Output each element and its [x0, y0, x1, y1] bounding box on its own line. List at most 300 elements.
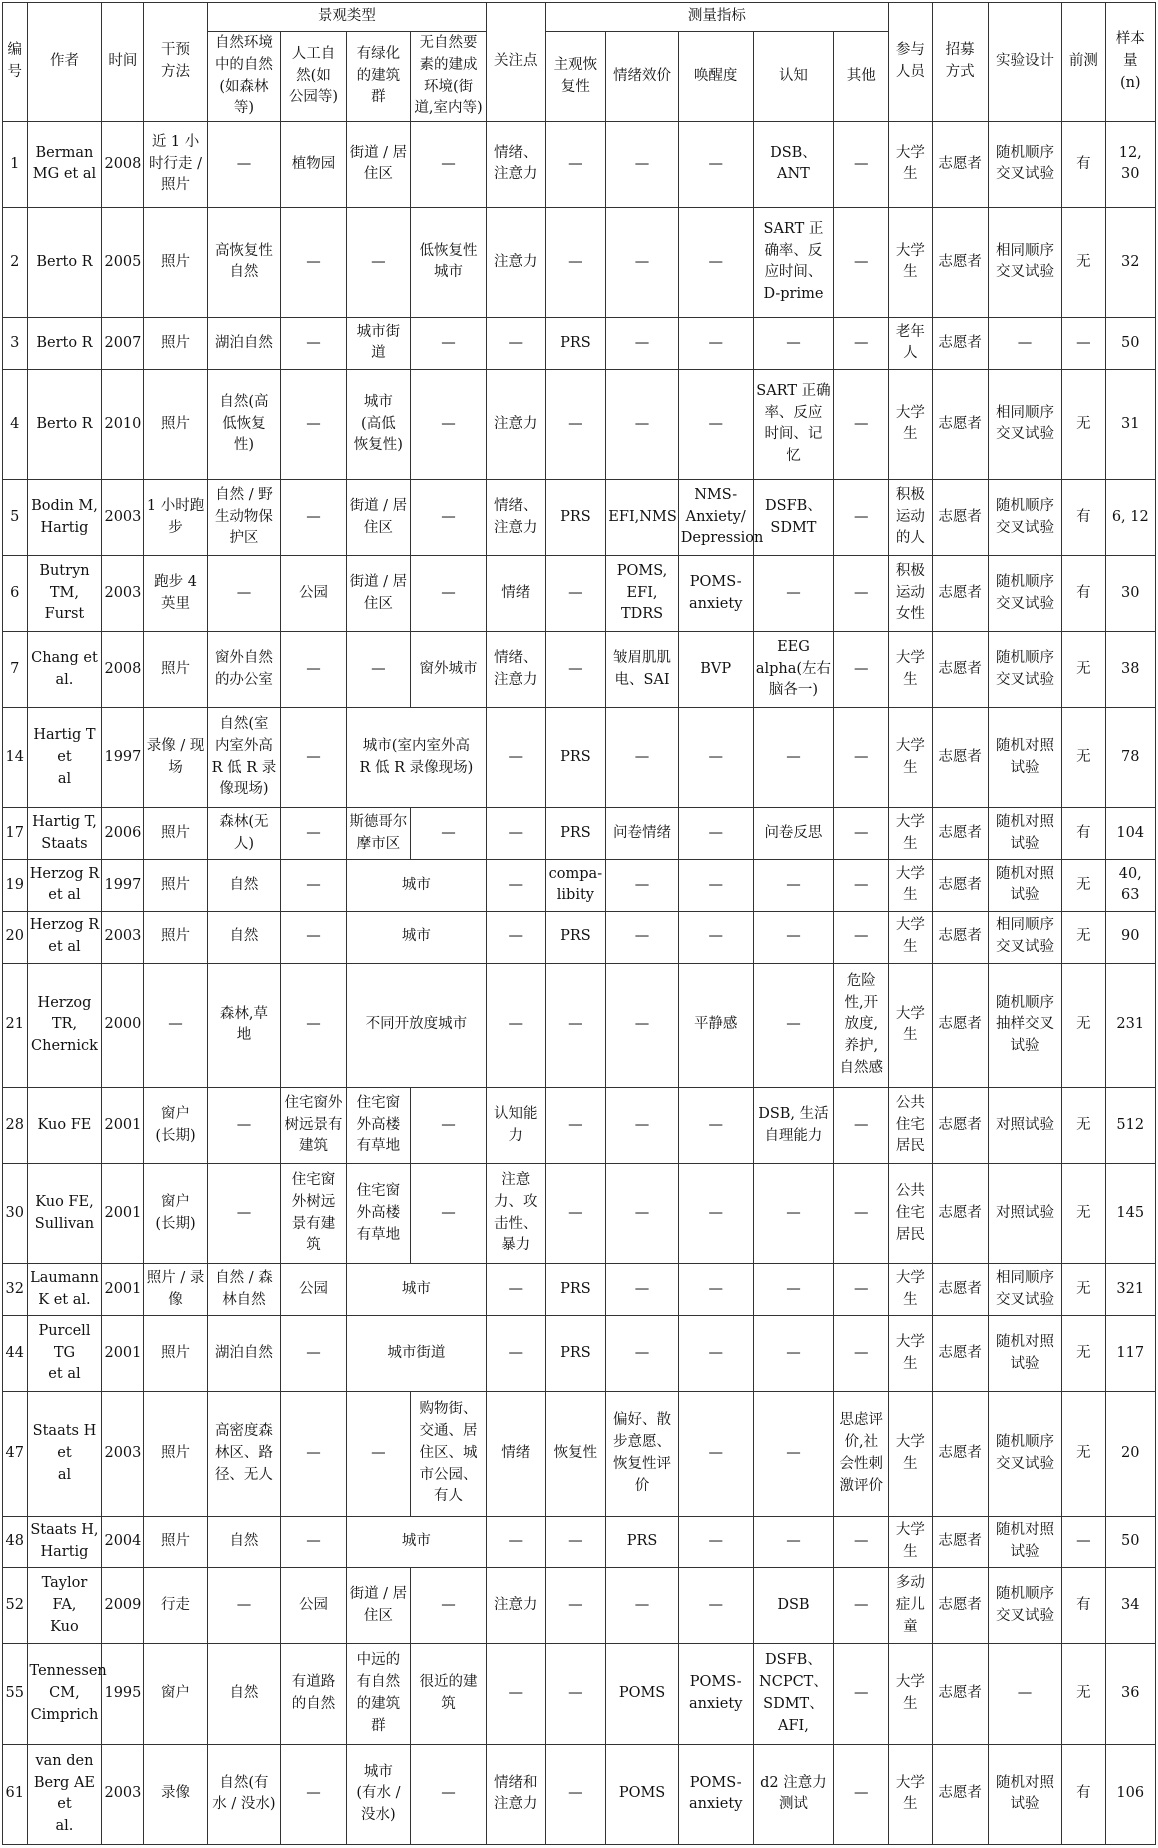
- cell-design: 相同顺序 交叉试验: [988, 207, 1062, 317]
- cell-year: 2001: [102, 1088, 144, 1164]
- cell-subj: 大学 生: [889, 1264, 932, 1316]
- cell-cog: —: [753, 860, 834, 912]
- cell-arousal: POMS- anxiety: [678, 556, 753, 632]
- cell-method: 照片: [144, 860, 207, 912]
- cell-id: 61: [3, 1744, 28, 1844]
- cell-recruit: 志愿者: [932, 860, 988, 912]
- cell-cog: —: [753, 1392, 834, 1516]
- header-design: 实验设计: [988, 3, 1062, 122]
- cell-green: 不同开放度城市: [346, 963, 486, 1087]
- cell-id: 44: [3, 1316, 28, 1392]
- cell-prs: —: [545, 122, 606, 208]
- cell-prs: —: [545, 1164, 606, 1264]
- cell-author: Laumann K et al.: [27, 1264, 102, 1316]
- cell-other: —: [834, 122, 889, 208]
- cell-cog: DSFB、 SDMT: [753, 480, 834, 556]
- cell-id: 52: [3, 1568, 28, 1644]
- cell-n: 6, 12: [1105, 480, 1155, 556]
- cell-id: 14: [3, 708, 28, 808]
- cell-green: 城市 (有水 / 没水): [346, 1744, 410, 1844]
- cell-nat: —: [207, 122, 281, 208]
- cell-n: 32: [1105, 207, 1155, 317]
- cell-nat: —: [207, 556, 281, 632]
- cell-art: 有道路 的自然: [281, 1644, 346, 1744]
- cell-emo: POMS: [606, 1744, 678, 1844]
- cell-subj: 大学 生: [889, 911, 932, 963]
- header-green-buildings: 有绿化 的建筑 群: [346, 32, 410, 122]
- cell-prs: —: [545, 207, 606, 317]
- cell-n: 231: [1105, 963, 1155, 1087]
- cell-recruit: 志愿者: [932, 911, 988, 963]
- cell-subj: 大学 生: [889, 369, 932, 479]
- cell-method: —: [144, 963, 207, 1087]
- header-arousal: 唤醒度: [678, 32, 753, 122]
- table-row: [3, 808, 1156, 860]
- cell-emo: —: [606, 911, 678, 963]
- cell-year: 2001: [102, 1164, 144, 1264]
- cell-nat: —: [207, 1088, 281, 1164]
- cell-prs: PRS: [545, 480, 606, 556]
- cell-arousal: —: [678, 1164, 753, 1264]
- cell-recruit: 志愿者: [932, 1568, 988, 1644]
- cell-cog: SART 正 确率、反 应时间、 D-prime: [753, 207, 834, 317]
- cell-nat: 湖泊自然: [207, 318, 281, 370]
- cell-other: —: [834, 369, 889, 479]
- cell-arousal: —: [678, 318, 753, 370]
- cell-subj: 大学 生: [889, 808, 932, 860]
- cell-built: —: [411, 1744, 487, 1844]
- cell-pre: —: [1062, 1516, 1105, 1568]
- cell-pre: 无: [1062, 1316, 1105, 1392]
- cell-id: 2: [3, 207, 28, 317]
- cell-green: 城市: [346, 911, 486, 963]
- cell-focus: 注意力: [487, 1568, 545, 1644]
- cell-pre: 有: [1062, 808, 1105, 860]
- table-row: [3, 911, 1156, 963]
- cell-green: 城市街道: [346, 1316, 486, 1392]
- cell-art: —: [281, 480, 346, 556]
- cell-emo: 皱眉肌肌 电、SAI: [606, 632, 678, 708]
- cell-art: —: [281, 911, 346, 963]
- cell-built: 低恢复性 城市: [411, 207, 487, 317]
- cell-pre: 无: [1062, 963, 1105, 1087]
- table-row: [3, 632, 1156, 708]
- cell-recruit: 志愿者: [932, 207, 988, 317]
- cell-focus: 情绪: [487, 1392, 545, 1516]
- cell-method: 录像 / 现 场: [144, 708, 207, 808]
- cell-emo: —: [606, 860, 678, 912]
- cell-nat: 自然 / 野 生动物保 护区: [207, 480, 281, 556]
- cell-focus: —: [487, 1316, 545, 1392]
- cell-other: —: [834, 860, 889, 912]
- cell-focus: 注意 力、攻 击性、 暴力: [487, 1164, 545, 1264]
- cell-recruit: 志愿者: [932, 1316, 988, 1392]
- cell-arousal: —: [678, 1088, 753, 1164]
- cell-method: 近 1 小 时行走 / 照片: [144, 122, 207, 208]
- cell-other: —: [834, 708, 889, 808]
- cell-green: 城市: [346, 860, 486, 912]
- cell-art: —: [281, 632, 346, 708]
- cell-emo: —: [606, 963, 678, 1087]
- cell-author: Herzog TR, Chernick: [27, 963, 102, 1087]
- cell-subj: 大学 生: [889, 207, 932, 317]
- header-sample-size: 样本 量 (n): [1105, 3, 1155, 122]
- cell-n: 90: [1105, 911, 1155, 963]
- cell-built: —: [411, 808, 487, 860]
- cell-n: 117: [1105, 1316, 1155, 1392]
- cell-year: 2004: [102, 1516, 144, 1568]
- cell-pre: 无: [1062, 860, 1105, 912]
- cell-focus: 情绪和 注意力: [487, 1744, 545, 1844]
- cell-method: 录像: [144, 1744, 207, 1844]
- cell-pre: 有: [1062, 556, 1105, 632]
- cell-built: 窗外城市: [411, 632, 487, 708]
- table-row: [3, 1264, 1156, 1316]
- cell-prs: PRS: [545, 808, 606, 860]
- cell-method: 照片: [144, 369, 207, 479]
- cell-art: 住宅窗外 树远景有 建筑: [281, 1088, 346, 1164]
- cell-design: 随机顺序 交叉试验: [988, 632, 1062, 708]
- cell-recruit: 志愿者: [932, 808, 988, 860]
- cell-emo: POMS: [606, 1644, 678, 1744]
- cell-prs: —: [545, 632, 606, 708]
- cell-design: 随机对照 试验: [988, 860, 1062, 912]
- header-id: 编 号: [3, 3, 28, 122]
- table-row: [3, 1392, 1156, 1516]
- cell-recruit: 志愿者: [932, 632, 988, 708]
- cell-focus: 情绪、 注意力: [487, 122, 545, 208]
- cell-nat: 自然: [207, 911, 281, 963]
- cell-recruit: 志愿者: [932, 1744, 988, 1844]
- cell-other: 思虑评 价,社 会性刺 激评价: [834, 1392, 889, 1516]
- header-landscape-group: 景观类型: [207, 3, 486, 32]
- cell-built: 购物街、 交通、居 住区、城 市公园、 有人: [411, 1392, 487, 1516]
- cell-built: —: [411, 1164, 487, 1264]
- cell-emo: POMS, EFI, TDRS: [606, 556, 678, 632]
- cell-year: 2003: [102, 480, 144, 556]
- cell-art: —: [281, 708, 346, 808]
- cell-nat: 自然 / 森 林自然: [207, 1264, 281, 1316]
- table-row: [3, 318, 1156, 370]
- cell-prs: PRS: [545, 1264, 606, 1316]
- cell-prs: —: [545, 1088, 606, 1164]
- cell-subj: 大学 生: [889, 1644, 932, 1744]
- cell-arousal: —: [678, 911, 753, 963]
- cell-other: —: [834, 480, 889, 556]
- cell-author: Kuo FE: [27, 1088, 102, 1164]
- cell-n: 78: [1105, 708, 1155, 808]
- cell-n: 50: [1105, 1516, 1155, 1568]
- cell-green: 城市街 道: [346, 318, 410, 370]
- cell-pre: —: [1062, 318, 1105, 370]
- cell-year: 2001: [102, 1316, 144, 1392]
- cell-nat: 自然: [207, 860, 281, 912]
- cell-pre: 有: [1062, 480, 1105, 556]
- cell-built: —: [411, 480, 487, 556]
- cell-id: 55: [3, 1644, 28, 1744]
- header-method: 干预 方法: [144, 3, 207, 122]
- cell-green: 街道 / 居 住区: [346, 1568, 410, 1644]
- cell-nat: 自然: [207, 1516, 281, 1568]
- cell-emo: 问卷情绪: [606, 808, 678, 860]
- cell-other: —: [834, 318, 889, 370]
- cell-author: Berto R: [27, 318, 102, 370]
- cell-recruit: 志愿者: [932, 1516, 988, 1568]
- cell-n: 30: [1105, 556, 1155, 632]
- cell-subj: 老年 人: [889, 318, 932, 370]
- cell-author: Chang et al.: [27, 632, 102, 708]
- cell-green: 住宅窗 外高楼 有草地: [346, 1088, 410, 1164]
- cell-pre: 无: [1062, 911, 1105, 963]
- cell-green: 街道 / 居 住区: [346, 556, 410, 632]
- cell-art: —: [281, 369, 346, 479]
- table-row: [3, 1316, 1156, 1392]
- header-focus: 关注点: [487, 3, 545, 122]
- cell-art: —: [281, 963, 346, 1087]
- cell-nat: 自然(有 水 / 没水): [207, 1744, 281, 1844]
- cell-prs: —: [545, 1644, 606, 1744]
- cell-arousal: —: [678, 708, 753, 808]
- cell-method: 照片: [144, 808, 207, 860]
- cell-cog: 问卷反思: [753, 808, 834, 860]
- cell-green: 城市: [346, 1264, 486, 1316]
- cell-method: 照片: [144, 1316, 207, 1392]
- cell-green: 住宅窗 外高楼 有草地: [346, 1164, 410, 1264]
- cell-emo: PRS: [606, 1516, 678, 1568]
- header-pretest: 前测: [1062, 3, 1105, 122]
- cell-design: 随机对照 试验: [988, 808, 1062, 860]
- cell-emo: —: [606, 1264, 678, 1316]
- table-row: [3, 369, 1156, 479]
- cell-author: Staats H et al: [27, 1392, 102, 1516]
- cell-focus: 情绪、 注意力: [487, 480, 545, 556]
- cell-cog: —: [753, 963, 834, 1087]
- cell-id: 19: [3, 860, 28, 912]
- cell-other: —: [834, 808, 889, 860]
- cell-design: —: [988, 1644, 1062, 1744]
- cell-recruit: 志愿者: [932, 122, 988, 208]
- cell-art: 公园: [281, 1568, 346, 1644]
- cell-prs: PRS: [545, 1316, 606, 1392]
- cell-arousal: —: [678, 122, 753, 208]
- cell-id: 5: [3, 480, 28, 556]
- table-row: [3, 207, 1156, 317]
- cell-other: —: [834, 1744, 889, 1844]
- cell-built: —: [411, 556, 487, 632]
- cell-id: 7: [3, 632, 28, 708]
- cell-pre: 无: [1062, 1392, 1105, 1516]
- cell-subj: 大学 生: [889, 1316, 932, 1392]
- cell-method: 照片: [144, 207, 207, 317]
- cell-design: 随机对照 试验: [988, 1516, 1062, 1568]
- cell-recruit: 志愿者: [932, 1264, 988, 1316]
- cell-art: 住宅窗 外树远 景有建 筑: [281, 1164, 346, 1264]
- cell-author: van den Berg AE et al.: [27, 1744, 102, 1844]
- cell-other: —: [834, 1088, 889, 1164]
- cell-n: 50: [1105, 318, 1155, 370]
- cell-arousal: 平静感: [678, 963, 753, 1087]
- cell-focus: 注意力: [487, 369, 545, 479]
- cell-author: Purcell TG et al: [27, 1316, 102, 1392]
- cell-art: 植物园: [281, 122, 346, 208]
- table-row: [3, 1644, 1156, 1744]
- cell-other: —: [834, 1316, 889, 1392]
- cell-author: Hartig T, Staats: [27, 808, 102, 860]
- cell-built: —: [411, 1568, 487, 1644]
- cell-pre: 有: [1062, 1568, 1105, 1644]
- cell-year: 2001: [102, 1264, 144, 1316]
- cell-id: 21: [3, 963, 28, 1087]
- cell-cog: DSB: [753, 1568, 834, 1644]
- table-header: [3, 3, 1156, 122]
- cell-pre: 有: [1062, 1744, 1105, 1844]
- cell-subj: 多动 症儿 童: [889, 1568, 932, 1644]
- cell-arousal: —: [678, 808, 753, 860]
- cell-built: —: [411, 122, 487, 208]
- cell-prs: PRS: [545, 911, 606, 963]
- cell-author: Herzog R et al: [27, 911, 102, 963]
- cell-cog: —: [753, 911, 834, 963]
- header-emotional-valence: 情绪效价: [606, 32, 678, 122]
- cell-prs: —: [545, 369, 606, 479]
- cell-cog: d2 注意力 测试: [753, 1744, 834, 1844]
- cell-emo: EFI,NMS: [606, 480, 678, 556]
- cell-focus: —: [487, 708, 545, 808]
- cell-author: Hartig T et al: [27, 708, 102, 808]
- cell-nat: 高密度森 林区、路 径、无人: [207, 1392, 281, 1516]
- cell-emo: 偏好、散 步意愿、 恢复性评 价: [606, 1392, 678, 1516]
- cell-n: 34: [1105, 1568, 1155, 1644]
- cell-author: Herzog R et al: [27, 860, 102, 912]
- cell-design: 随机对照 试验: [988, 1316, 1062, 1392]
- cell-focus: —: [487, 911, 545, 963]
- cell-green: 斯德哥尔 摩市区: [346, 808, 410, 860]
- cell-nat: 自然: [207, 1644, 281, 1744]
- cell-focus: 情绪、 注意力: [487, 632, 545, 708]
- cell-design: 对照试验: [988, 1088, 1062, 1164]
- cell-cog: EEG alpha(左右 脑各一): [753, 632, 834, 708]
- cell-subj: 大学 生: [889, 632, 932, 708]
- cell-design: 随机对照 试验: [988, 1744, 1062, 1844]
- cell-pre: 无: [1062, 1644, 1105, 1744]
- cell-art: —: [281, 860, 346, 912]
- cell-emo: —: [606, 1088, 678, 1164]
- cell-cog: DSB, 生活 自理能力: [753, 1088, 834, 1164]
- cell-green: 街道 / 居 住区: [346, 122, 410, 208]
- cell-art: 公园: [281, 1264, 346, 1316]
- cell-other: —: [834, 632, 889, 708]
- cell-subj: 大学 生: [889, 963, 932, 1087]
- cell-prs: —: [545, 556, 606, 632]
- cell-subj: 大学 生: [889, 1392, 932, 1516]
- cell-nat: 自然(室 内室外高 R 低 R 录 像现场): [207, 708, 281, 808]
- header-recruit: 招募 方式: [932, 3, 988, 122]
- cell-recruit: 志愿者: [932, 1088, 988, 1164]
- cell-year: 2003: [102, 1392, 144, 1516]
- cell-id: 1: [3, 122, 28, 208]
- cell-author: Tennessen CM, Cimprich: [27, 1644, 102, 1744]
- cell-design: 相同顺序 交叉试验: [988, 1264, 1062, 1316]
- cell-other: 危险 性,开 放度, 养护, 自然感: [834, 963, 889, 1087]
- cell-arousal: BVP: [678, 632, 753, 708]
- cell-method: 窗户 (长期): [144, 1164, 207, 1264]
- cell-other: —: [834, 207, 889, 317]
- cell-pre: 无: [1062, 1088, 1105, 1164]
- cell-prs: —: [545, 1516, 606, 1568]
- cell-id: 32: [3, 1264, 28, 1316]
- cell-recruit: 志愿者: [932, 1392, 988, 1516]
- cell-id: 30: [3, 1164, 28, 1264]
- cell-year: 1997: [102, 708, 144, 808]
- cell-other: —: [834, 1568, 889, 1644]
- table-row: [3, 1744, 1156, 1844]
- cell-method: 照片: [144, 911, 207, 963]
- cell-focus: 认知能 力: [487, 1088, 545, 1164]
- cell-arousal: —: [678, 860, 753, 912]
- cell-design: 随机顺序 交叉试验: [988, 556, 1062, 632]
- cell-id: 3: [3, 318, 28, 370]
- cell-arousal: NMS- Anxiety/ Depression: [678, 480, 753, 556]
- cell-prs: —: [545, 1568, 606, 1644]
- cell-year: 1995: [102, 1644, 144, 1744]
- cell-method: 窗户 (长期): [144, 1088, 207, 1164]
- cell-method: 行走: [144, 1568, 207, 1644]
- cell-green: 中远的 有自然 的建筑 群: [346, 1644, 410, 1744]
- cell-art: —: [281, 318, 346, 370]
- cell-prs: PRS: [545, 708, 606, 808]
- cell-built: 很近的建 筑: [411, 1644, 487, 1744]
- cell-art: —: [281, 207, 346, 317]
- cell-author: Kuo FE, Sullivan: [27, 1164, 102, 1264]
- cell-author: Bodin M, Hartig: [27, 480, 102, 556]
- cell-design: 随机顺序 交叉试验: [988, 122, 1062, 208]
- cell-method: 照片 / 录 像: [144, 1264, 207, 1316]
- header-author: 作者: [27, 3, 102, 122]
- cell-year: 2007: [102, 318, 144, 370]
- cell-subj: 大学 生: [889, 122, 932, 208]
- cell-green: —: [346, 632, 410, 708]
- cell-design: 相同顺序 交叉试验: [988, 911, 1062, 963]
- cell-arousal: POMS- anxiety: [678, 1644, 753, 1744]
- cell-year: 2008: [102, 122, 144, 208]
- cell-other: —: [834, 1164, 889, 1264]
- cell-green: 城市 (高低 恢复性): [346, 369, 410, 479]
- cell-design: 相同顺序 交叉试验: [988, 369, 1062, 479]
- header-artificial-nature: 人工自 然(如 公园等): [281, 32, 346, 122]
- cell-emo: —: [606, 1164, 678, 1264]
- cell-subj: 积极 运动 女性: [889, 556, 932, 632]
- cell-arousal: —: [678, 1516, 753, 1568]
- cell-other: —: [834, 911, 889, 963]
- cell-n: 38: [1105, 632, 1155, 708]
- cell-n: 321: [1105, 1264, 1155, 1316]
- cell-built: —: [411, 369, 487, 479]
- cell-nat: 自然(高 低恢复 性): [207, 369, 281, 479]
- cell-built: —: [411, 1088, 487, 1164]
- cell-pre: 无: [1062, 708, 1105, 808]
- cell-arousal: —: [678, 1568, 753, 1644]
- cell-year: 1997: [102, 860, 144, 912]
- cell-method: 照片: [144, 1392, 207, 1516]
- header-natural-environment: 自然环境 中的自然 (如森林 等): [207, 32, 281, 122]
- cell-nat: —: [207, 1568, 281, 1644]
- cell-nat: 森林,草 地: [207, 963, 281, 1087]
- cell-n: 31: [1105, 369, 1155, 479]
- cell-id: 6: [3, 556, 28, 632]
- table-row: [3, 1164, 1156, 1264]
- cell-recruit: 志愿者: [932, 556, 988, 632]
- cell-nat: 窗外自然 的办公室: [207, 632, 281, 708]
